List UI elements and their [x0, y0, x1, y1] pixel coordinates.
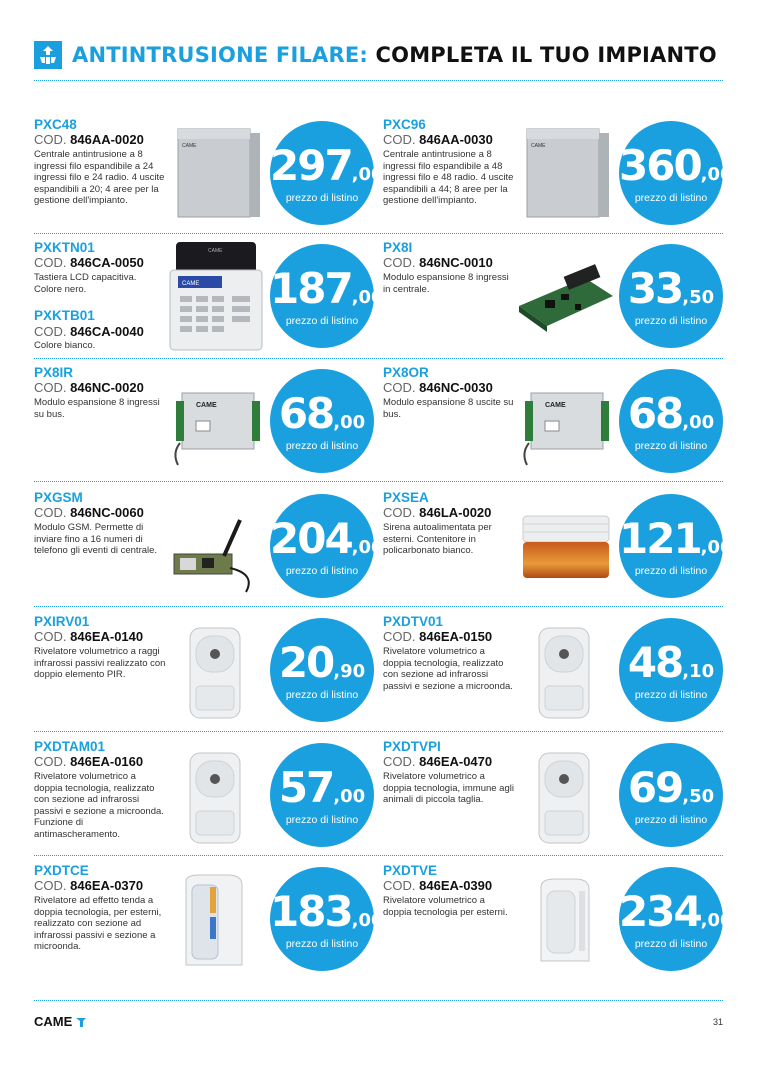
product-name-variant: PXKTB01	[34, 308, 95, 323]
product-card	[383, 240, 725, 360]
product-code: COD. 846EA-0370	[34, 878, 144, 893]
control-panel-box-icon	[166, 125, 268, 225]
product-name: PX8IR	[34, 365, 74, 380]
product-card	[34, 614, 376, 734]
product-code: COD. 846EA-0390	[383, 878, 493, 893]
price-label: prezzo di listino	[634, 440, 708, 452]
product-card	[383, 739, 725, 859]
product-code: COD. 846AA-0020	[34, 132, 144, 147]
price-amount: 68,00	[278, 389, 366, 438]
product-description: Centrale antintrusione a 8 ingressi filo espandibile a 24 ingressi filo e 24 radio. 4 uscite espandibili a 20; 4 aree per la gestione dell'impianto.	[34, 149, 165, 207]
product-name: PXC48	[34, 117, 77, 132]
product-card	[383, 614, 725, 734]
product-code: COD. 846AA-0030	[383, 132, 493, 147]
divider	[34, 80, 723, 81]
brand-name: CAME	[34, 1014, 73, 1029]
product-code: COD. 846EA-0470	[383, 754, 493, 769]
intrusion-shield-icon	[34, 41, 62, 69]
page-number: 31	[712, 1017, 723, 1027]
product-description: Modulo espansione 8 ingressi in centrale.	[383, 272, 509, 295]
product-card	[34, 117, 384, 237]
keypad-icon	[166, 240, 268, 352]
price-label: prezzo di listino	[634, 689, 708, 701]
product-code: COD. 846CA-0050	[34, 255, 144, 270]
detector-icon	[166, 747, 268, 847]
product-description: Modulo espansione 8 ingressi su bus.	[34, 397, 160, 420]
price-badge	[270, 618, 374, 722]
product-code: COD. 846NC-0060	[34, 505, 144, 520]
price-label: prezzo di listino	[285, 938, 359, 950]
product-name: PXDTCE	[34, 863, 89, 878]
page-title	[72, 43, 717, 67]
price-badge	[619, 369, 723, 473]
price-amount: 187,00	[270, 264, 384, 313]
product-description: Centrale antintrusione a 8 ingressi filo espandibile a 48 ingressi filo e 48 radio. 4 uscite espandibili a 44; 8 aree per la gestione dell'impianto.	[383, 149, 514, 207]
price-label: prezzo di listino	[285, 440, 359, 452]
page-title-accent: ANTINTRUSIONE FILARE:	[72, 43, 369, 67]
brand-mark-icon	[75, 1016, 87, 1028]
svg-text:CAME: CAME	[531, 143, 546, 149]
price-amount: 48,10	[627, 638, 715, 687]
product-card	[34, 863, 384, 983]
detector-icon	[515, 622, 617, 722]
product-name: PXIRV01	[34, 614, 90, 629]
price-label: prezzo di listino	[285, 689, 359, 701]
price-label: prezzo di listino	[634, 938, 708, 950]
product-code: COD. 846NC-0030	[383, 380, 493, 395]
price-label: prezzo di listino	[634, 565, 708, 577]
price-label: prezzo di listino	[634, 814, 708, 826]
price-badge	[270, 121, 384, 225]
product-code: COD. 846EA-0150	[383, 629, 493, 644]
detector-icon	[515, 747, 617, 847]
product-name: PXKTN01	[34, 240, 95, 255]
product-card	[383, 490, 733, 610]
brand-logo	[34, 1014, 87, 1029]
bus-module-icon	[166, 373, 268, 473]
product-name: PXSEA	[383, 490, 429, 505]
curtain-detector-icon	[166, 871, 268, 971]
product-name: PXGSM	[34, 490, 83, 505]
price-label: prezzo di listino	[285, 315, 359, 327]
control-panel-box-icon	[515, 125, 617, 225]
product-code: COD. 846NC-0010	[383, 255, 493, 270]
price-label: prezzo di listino	[634, 315, 708, 327]
product-description: Rivelatore volumetrico a doppia tecnologia per esterni.	[383, 895, 508, 918]
product-card	[383, 365, 725, 485]
product-name: PXDTVPI	[383, 739, 441, 754]
price-badge	[619, 867, 733, 971]
price-amount: 183,00	[270, 887, 384, 936]
svg-text:CAME: CAME	[182, 143, 197, 149]
price-amount: 68,00	[627, 389, 715, 438]
svg-text:CAME: CAME	[196, 402, 217, 409]
product-description: Tastiera LCD capacitiva. Colore nero.	[34, 272, 137, 295]
price-badge	[619, 244, 723, 348]
price-label: prezzo di listino	[285, 192, 359, 204]
product-description: Rivelatore volumetrico a raggi infrarossi passivi realizzato con doppio elemento PIR.	[34, 646, 166, 681]
price-badge	[270, 494, 384, 598]
product-description: Rivelatore volumetrico a doppia tecnologia, realizzato con sezione ad infrarossi passivi e sezione a microonda.	[383, 646, 513, 692]
product-card	[34, 739, 376, 859]
product-code: COD. 846EA-0140	[34, 629, 144, 644]
product-card	[383, 117, 733, 237]
siren-icon	[515, 498, 617, 598]
price-badge	[270, 743, 374, 847]
product-description: Rivelatore volumetrico a doppia tecnologia, immune agli animali di piccola taglia.	[383, 771, 514, 806]
price-badge	[270, 369, 374, 473]
svg-text:CAME: CAME	[208, 248, 223, 254]
price-amount: 204,00	[270, 514, 384, 563]
product-name: PX8OR	[383, 365, 429, 380]
circuit-board-icon	[515, 248, 617, 348]
product-name: PXDTV01	[383, 614, 444, 629]
svg-text:CAME: CAME	[182, 281, 200, 287]
detector-icon	[166, 622, 268, 722]
svg-text:CAME: CAME	[545, 402, 566, 409]
page-header	[34, 40, 717, 70]
price-badge	[619, 121, 733, 225]
price-badge	[270, 244, 384, 348]
product-name: PXDTAM01	[34, 739, 106, 754]
price-badge	[619, 743, 723, 847]
price-amount: 297,00	[270, 141, 384, 190]
price-amount: 360,00	[619, 141, 733, 190]
page-title-rest: COMPLETA IL TUO IMPIANTO	[375, 43, 717, 67]
product-description: Sirena autoalimentata per esterni. Contenitore in policarbonato bianco.	[383, 522, 492, 557]
price-badge	[619, 494, 733, 598]
product-code: COD. 846NC-0020	[34, 380, 144, 395]
product-description: Rivelatore ad effetto tenda a doppia tecnologia, per esterni, realizzato con sezione ad infrarossi passivi e sezione a microonda.	[34, 895, 162, 953]
divider	[34, 1000, 723, 1001]
product-card	[34, 240, 384, 360]
bus-module-icon	[515, 373, 617, 473]
product-code-variant: COD. 846CA-0040	[34, 324, 144, 339]
product-description: Modulo espansione 8 uscite su bus.	[383, 397, 514, 420]
product-description-variant: Colore bianco.	[34, 340, 96, 351]
product-description: Modulo GSM. Permette di inviare fino a 16 numeri di telefono gli eventi di centrale.	[34, 522, 158, 557]
product-name: PX8I	[383, 240, 413, 255]
price-amount: 20,90	[278, 638, 366, 687]
price-badge	[270, 867, 384, 971]
product-card	[34, 490, 384, 610]
price-amount: 234,00	[619, 887, 733, 936]
product-name: PXC96	[383, 117, 426, 132]
price-badge	[619, 618, 723, 722]
product-code: COD. 846LA-0020	[383, 505, 492, 520]
price-amount: 33,50	[627, 264, 715, 313]
outdoor-detector-icon	[515, 871, 617, 971]
product-code: COD. 846EA-0160	[34, 754, 144, 769]
price-amount: 57,00	[278, 763, 366, 812]
gsm-module-icon	[166, 498, 268, 598]
product-description: Rivelatore volumetrico a doppia tecnologia, realizzato con sezione ad infrarossi passivi e sezione a microonda. Funzione di antimascheramento.	[34, 771, 164, 840]
product-name: PXDTVE	[383, 863, 438, 878]
price-label: prezzo di listino	[634, 192, 708, 204]
price-label: prezzo di listino	[285, 814, 359, 826]
product-card	[34, 365, 376, 485]
price-amount: 69,50	[627, 763, 715, 812]
product-card	[383, 863, 733, 983]
price-label: prezzo di listino	[285, 565, 359, 577]
price-amount: 121,00	[619, 514, 733, 563]
